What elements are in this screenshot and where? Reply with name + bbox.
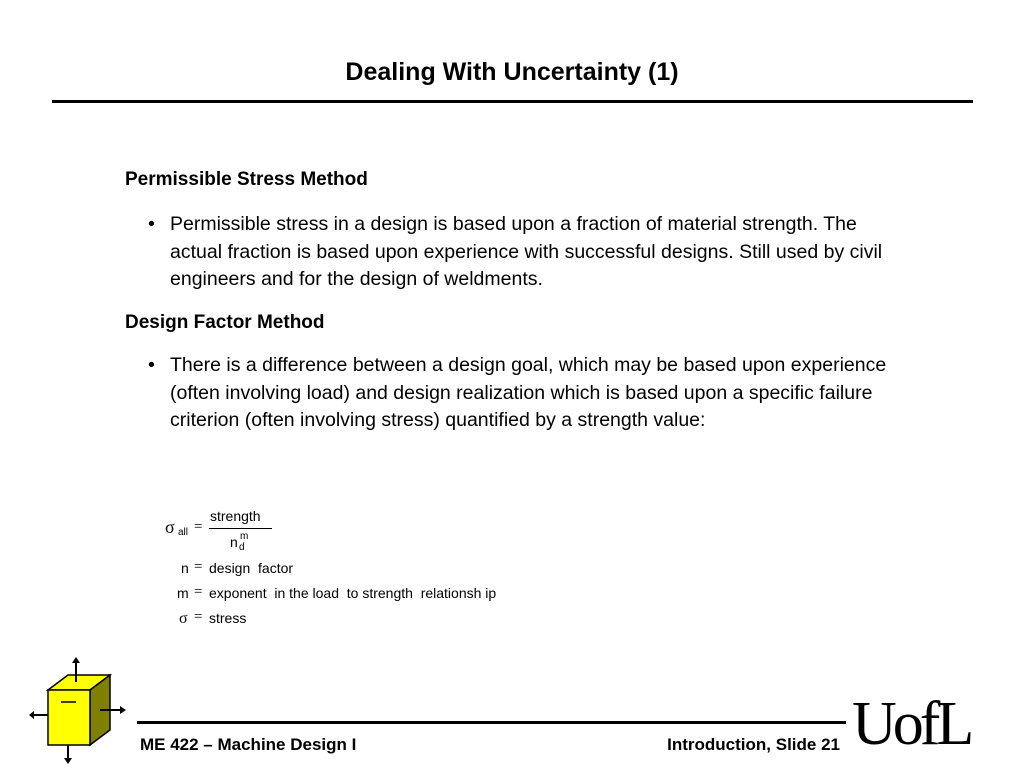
denominator-subscript: d	[239, 542, 245, 553]
title-divider	[52, 100, 973, 103]
fraction-denominator-n: n	[230, 534, 238, 550]
definition-symbol: σ	[179, 610, 188, 627]
definition-symbol: m	[177, 585, 189, 601]
definition-text: stress	[209, 610, 247, 626]
stress-cube-icon	[28, 655, 128, 765]
bullet-icon: •	[148, 213, 155, 235]
cube-front-face	[48, 690, 90, 745]
arrow-right-head	[120, 706, 126, 714]
footer-course: ME 422 – Machine Design I	[140, 735, 357, 754]
fraction-numerator: strength	[210, 508, 261, 524]
arrow-up-head	[72, 657, 80, 663]
bullet-text: Permissible stress in a design is based upon a fraction of material strength. The actual fraction is based upon experience with successful designs. Still used by civil engineers and for the design of weldments.	[170, 213, 883, 290]
bullet-icon: •	[148, 354, 155, 376]
section-heading-permissible-stress: Permissible Stress Method	[125, 169, 368, 190]
definition-equals: =	[194, 559, 203, 575]
slide-title: Dealing With Uncertainty (1)	[345, 58, 679, 86]
definition-text: design factor	[209, 560, 294, 576]
denominator-superscript: m	[240, 531, 249, 542]
bullet-design-factor	[148, 352, 908, 435]
footer-divider	[137, 721, 846, 724]
section-heading-design-factor: Design Factor Method	[125, 312, 325, 333]
definition-symbol: n	[181, 560, 189, 576]
sigma-subscript: all	[178, 527, 189, 538]
equals-sign: =	[194, 519, 203, 535]
bullet-permissible-stress	[148, 211, 908, 294]
arrow-left-head	[29, 711, 34, 719]
uofl-logo: UofL	[852, 690, 971, 758]
footer-slide-label: Introduction, Slide 21	[667, 735, 840, 754]
arrow-down-head	[64, 758, 72, 764]
definition-equals: =	[194, 609, 203, 625]
bullet-text: There is a difference between a design goal, which may be based upon experience (often involving load) and design realization which is based upon a specific failure criterion (often involving stress) quantified by a strength value:	[170, 354, 887, 431]
sigma-symbol: σ	[165, 517, 175, 537]
definition-equals: =	[194, 584, 203, 600]
definition-text: exponent in the load to strength relationsh ip	[209, 585, 497, 601]
fraction-bar	[209, 528, 272, 529]
